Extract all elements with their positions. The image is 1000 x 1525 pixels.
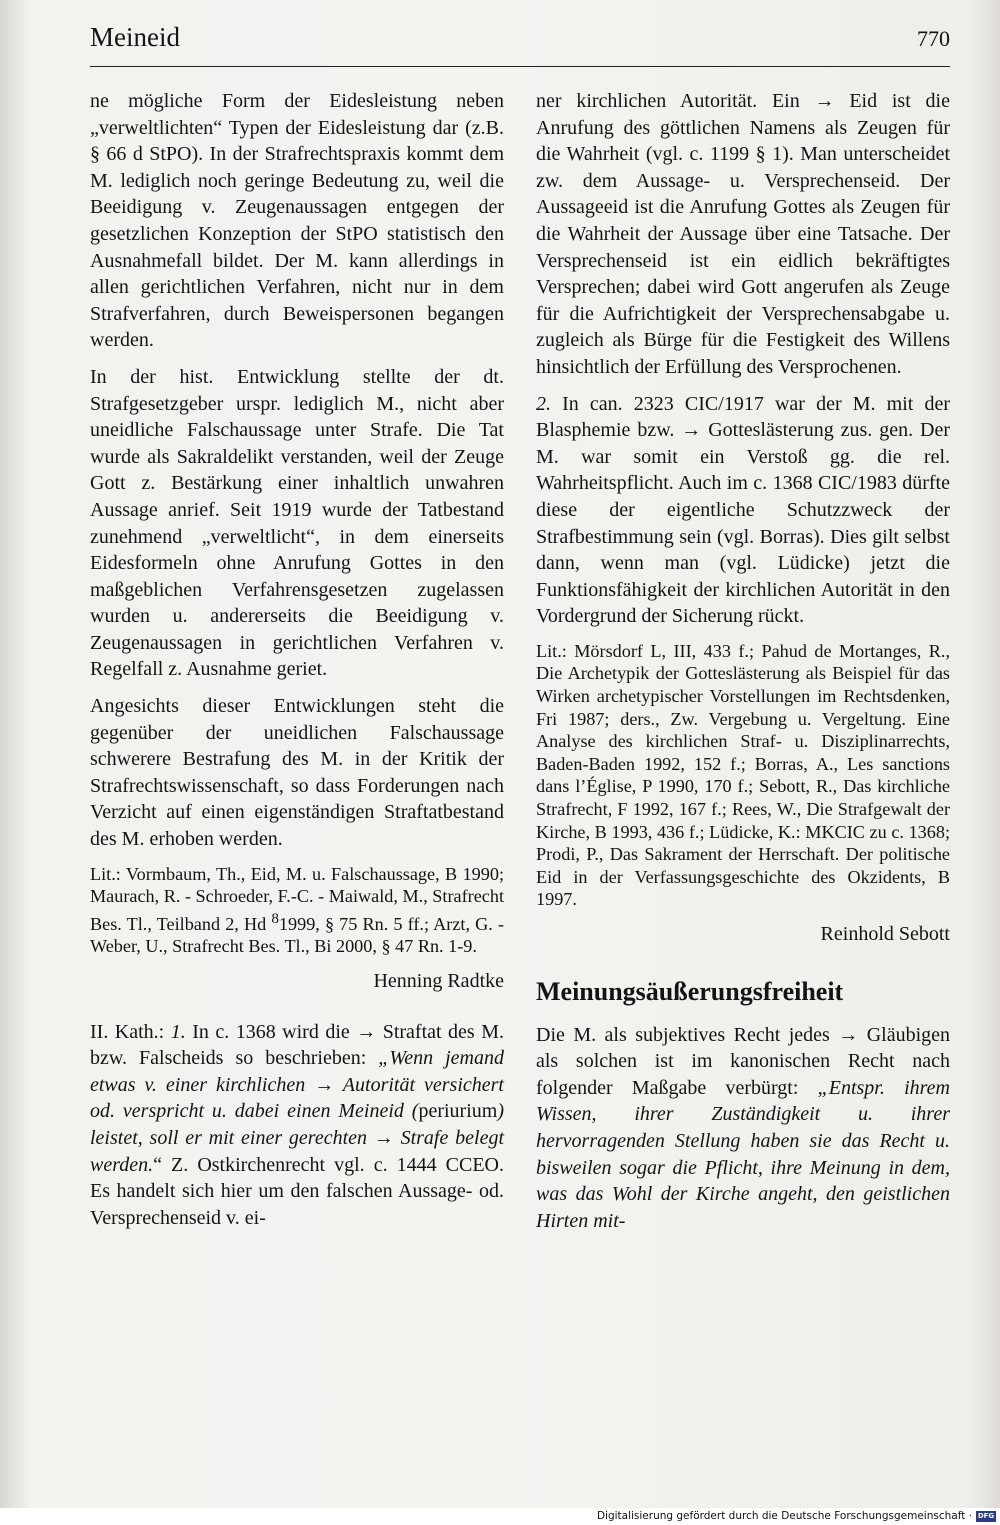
right-column — [536, 88, 950, 1234]
literature-text: 1999, § 75 Rn. 5 ff.; Arzt, G. - Weber, U., Strafrecht Bes. Tl., Bi 2000, § 47 Rn. 1-9. — [90, 913, 504, 957]
literature-text: Lit.: Vormbaum, Th., Eid, M. u. Falschaussage, B 1990; Maurach, R. - Schroeder, F.-C. - Maiwald, M., Strafrecht Bes. Tl., Teilband 2, Hd — [90, 863, 504, 934]
paragraph: In der hist. Entwicklung stellte der dt. Strafgesetzgeber urspr. lediglich M., nicht aber uneidliche Falschaussage unter Strafe. Die Tat wurde als Sakraldelikt verstanden, weil der Zeuge Gott z. Bestärkung einer inhaltlich unwahren Aussage anrief. Seit 1919 wurde der Tatbestand zunehmend „verweltlicht“, in dem einerseits Eidesformeln ohne Anrufung Gottes in den maßgeblichen Verfahrensgesetzen zugelassen wurden u. andererseits die Beeidigung v. Zeugenaussagen in gerichtlichen Verfahren v. Regelfall z. Ausnahme geriet. — [90, 365, 504, 681]
author-signature: Henning Radtke — [373, 970, 504, 993]
paragraph: ne mögliche Form der Eidesleistung neben „verweltlichten“ Typen der Eidesleistung dar (z.B. § 66 d StPO). In der Strafrechtspraxis kommt dem M. lediglich noch geringe Bedeutung zu, weil die Beeidigung v. Zeugenaussagen entgegen der gesetzlichen Konzeption der StPO statistisch den Ausnahmefall bildet. Der M. kann allerdings in allen gerichtlichen Verfahren, nicht nur in dem Strafverfahren, durch Beweispersonen begangen werden. — [90, 90, 504, 352]
paragraph-text: In can. 2323 CIC/1917 war der M. mit der Blasphemie bzw. → Gotteslästerung zus. gen. Der M. war somit ein Verstoß gg. die rel. Wahrheitspflicht. Auch im c. 1368 CIC/1983 dürfte diese der eigentliche Schutzzweck der Strafbestimmung sein (vgl. Borras). Dies gilt selbst dann, wenn man (vgl. Lüdicke) jetzt die Funktionsfähigkeit der kirchlichen Autorität in den Vordergrund der Sicherung rückt. — [536, 392, 950, 628]
page-number: 770 — [917, 26, 950, 51]
section-paragraph — [90, 1019, 504, 1232]
paragraph: Angesichts dieser Entwicklungen steht die gegenüber der uneidlichen Falschaussage schwerere Bestrafung des M. in der Kritik der Strafrechtswissenschaft, so dass Forderungen nach Verzicht auf einen eigenständigen Straftatbestand des M. erhoben werden. — [90, 695, 504, 851]
left-column — [90, 88, 504, 1231]
entry-heading: Meinungsäußerungsfreiheit — [536, 976, 844, 1006]
literature-list: Lit.: Mörsdorf L, III, 433 f.; Pahud de Mortanges, R., Die Archetypik der Gotteslästerung als Beispiel für das Wirken archetypischer Vorstellungen im Rechtsdenken, Fri 1987; ders., Zw. Vergebung u. Vergeltung. Eine Analyse des kirchlichen Straf- u. Disziplinarrechts, Baden-Baden 1992, 152 f.; Borras, A., Les sanctions dans l’Église, P 1990, 170 f.; Sebott, R., Das kirchliche Strafrecht, F 1992, 167 f.; Rees, W., Die Strafgewalt der Kirche, B 1993, 436 f.; Lüdicke, K.: MKCIC zu c. 1368; Prodi, P., Das Sakrament der Herrschaft. Der politische Eid in der Verfassungsgeschichte des Okzidents, B 1997. — [536, 640, 950, 910]
latin-term: periurium — [418, 1100, 498, 1123]
paragraph: ner kirchlichen Autorität. Ein → Eid ist die Anrufung des göttlichen Namens als Zeugen für die Wahrheit (vgl. c. 1199 § 1). Man unterscheidet zw. dem Aussage- u. Versprechenseid. Der Aussageeid ist die Anrufung Gottes als Zeugen für die Wahrheit der Aussage über eine Tatsache. Der Versprechenseid ist ein eidlich bekräftigtes Versprechen; dabei wird Gott angerufen als Zeuge für die Aufrichtigkeit der Versprechensabgabe u. zugleich als Bürge für die Festigkeit des Willens hinsichtlich der Erfüllung des Versprochenen. — [536, 90, 950, 378]
section-number: 1. — [170, 1020, 186, 1043]
footer-credit: Digitalisierung gefördert durch die Deutsche Forschungsgemeinschaft · — [596, 1510, 972, 1522]
section-number: 2. — [536, 392, 551, 415]
digitization-footer — [0, 1508, 1000, 1525]
canon-quote: „Entspr. ihrem Wissen, ihrer Zuständigkeit u. ihrer hervorragenden Stellung haben sie das Recht u. bisweilen sogar die Pflicht, ihre Meinung in dem, was das Wohl der Kirche angeht, den geistlichen Hirten mit- — [536, 1076, 950, 1232]
running-header — [90, 20, 950, 67]
literature-list — [90, 863, 504, 958]
paragraph — [536, 1022, 950, 1235]
author-signature: Reinhold Sebott — [820, 923, 950, 945]
paragraph — [536, 391, 950, 630]
page-title: Meineid — [90, 22, 180, 52]
section-text: “ Z. Ostkirchenrecht vgl. c. 1444 CCEO. Es handelt sich hier um den falschen Aussage- od. Versprechenseid v. ei- — [90, 1153, 504, 1229]
paragraph-text: Die M. als subjektives Recht jedes → Gläubigen als solchen ist im kanonischen Recht nach folgender Maßgabe verbürgt: — [536, 1023, 950, 1099]
canon-quote: „Wenn jemand etwas v. einer kirchlichen → Autorität versichert od. verspricht u. dabei einen Meineid ( — [90, 1047, 504, 1123]
section-text: In c. 1368 wird die → Straftat des M. bzw. Falscheids so beschrieben: — [90, 1020, 504, 1070]
edition-superscript: 8 — [271, 909, 279, 927]
canon-quote: ) leistet, soll er mit einer gerechten → Strafe belegt werden. — [90, 1100, 504, 1176]
dfg-logo: DFG — [977, 1512, 995, 1520]
section-label: II. Kath.: — [90, 1020, 171, 1043]
